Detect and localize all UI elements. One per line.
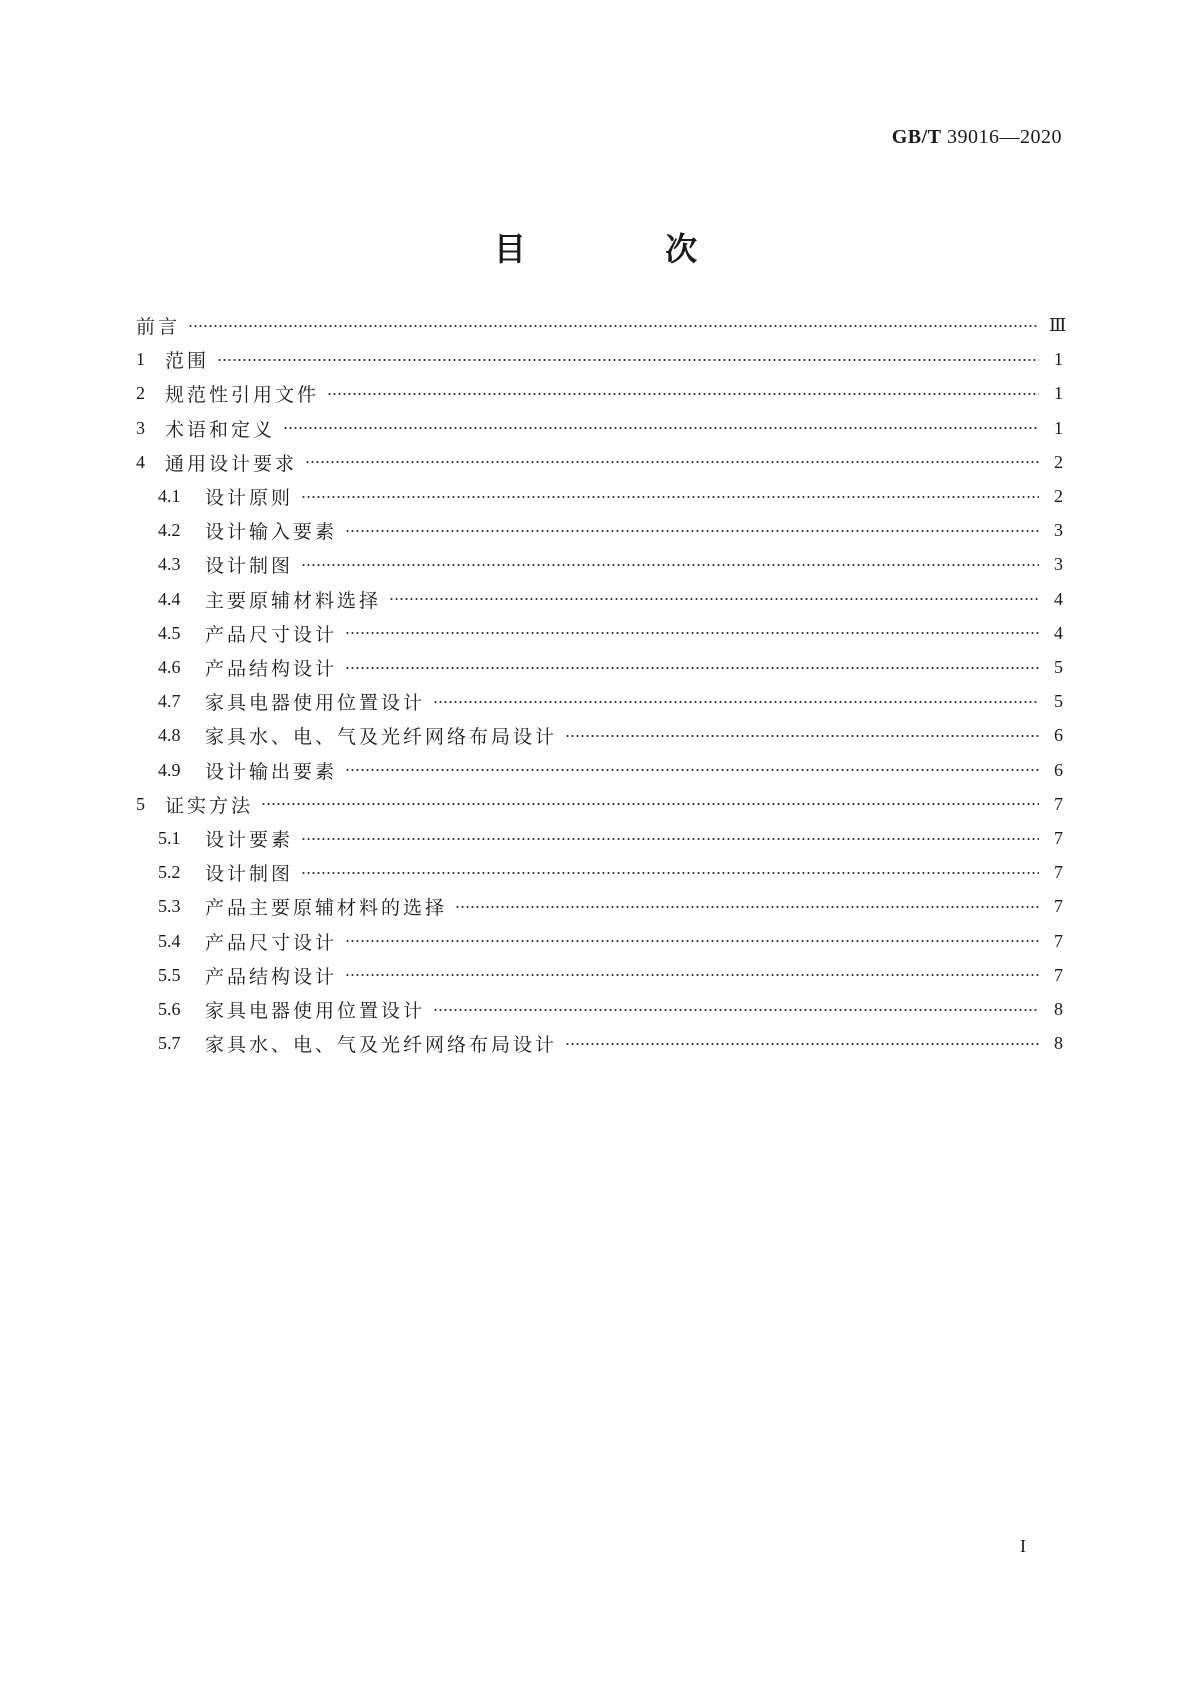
toc-entry-label: 家具水、电、气及光纤网络布局设计	[205, 1034, 558, 1057]
toc-entry-page: 2	[1054, 451, 1063, 472]
toc-entry[interactable]	[136, 786, 1063, 823]
toc-entry-label: 家具水、电、气及光纤网络布局设计	[205, 726, 558, 749]
toc-entry-label: 规范性引用文件	[165, 384, 320, 407]
toc-entry-label: 主要原辅材料选择	[205, 589, 382, 612]
toc-entry-page: 2	[1054, 486, 1063, 506]
toc-entry-page: Ⅲ	[1049, 315, 1067, 335]
toc-entry-label: 设计制图	[205, 555, 294, 578]
toc-entry-number: 1	[136, 349, 145, 370]
dot-leader	[261, 802, 1039, 806]
toc-entry[interactable]	[158, 820, 1063, 857]
dot-leader	[345, 768, 1039, 772]
toc-entry[interactable]	[158, 1025, 1063, 1062]
toc-entry-label: 产品主要原辅材料的选择	[205, 897, 448, 920]
toc-entry-page: 3	[1054, 520, 1063, 541]
toc-entry[interactable]	[158, 683, 1063, 720]
page-number: I	[1020, 1536, 1026, 1556]
dot-leader	[305, 460, 1039, 464]
toc-entry-page: 7	[1054, 793, 1063, 814]
toc-entry-number: 5	[136, 793, 145, 814]
toc-entry-number: 5.3	[158, 896, 181, 917]
toc-entry-label: 证实方法	[165, 794, 254, 817]
toc-entry-page: 7	[1054, 862, 1063, 883]
toc-entry-page: 1	[1054, 417, 1063, 438]
toc-entry-page: 7	[1054, 964, 1063, 985]
toc-entry-label: 设计要素	[205, 829, 294, 851]
toc-entry-label: 设计原则	[205, 487, 294, 509]
toc-entry-page: 3	[1054, 554, 1063, 575]
dot-leader	[345, 666, 1039, 670]
toc-entry-number: 5.1	[158, 828, 181, 848]
toc-entry-page: 1	[1054, 383, 1063, 404]
toc-entry-label: 产品结构设计	[205, 658, 338, 680]
toc-entry-page: 6	[1054, 725, 1063, 746]
toc-entry[interactable]	[136, 307, 1067, 344]
toc-entry-page: 8	[1054, 999, 1063, 1019]
toc-entry-number: 4.4	[158, 588, 181, 609]
toc-entry-page: 7	[1054, 828, 1063, 848]
toc-entry[interactable]	[136, 375, 1063, 412]
dot-leader	[433, 1008, 1039, 1012]
toc-entry[interactable]	[158, 615, 1063, 652]
toc-entry-label: 产品结构设计	[205, 965, 338, 988]
toc-entry[interactable]	[158, 957, 1063, 994]
dot-leader	[345, 529, 1039, 533]
toc-entry-number: 2	[136, 383, 145, 404]
dot-leader	[345, 939, 1039, 943]
toc-entry-label: 设计输出要素	[205, 760, 338, 783]
toc-entry[interactable]	[136, 410, 1063, 447]
dot-leader	[345, 631, 1039, 635]
toc-entry-label: 家具电器使用位置设计	[205, 692, 426, 715]
toc-entry[interactable]	[158, 854, 1063, 891]
dot-leader	[217, 358, 1039, 362]
toc-entry-label: 范围	[165, 350, 210, 373]
toc-entry-number: 5.5	[158, 964, 181, 985]
toc-entry[interactable]	[158, 717, 1063, 754]
dot-leader	[283, 426, 1039, 430]
toc-entry-label: 前言	[136, 316, 181, 338]
toc-entry[interactable]	[158, 923, 1063, 960]
toc-entry-number: 5.2	[158, 862, 181, 883]
toc-entry-page: 7	[1054, 896, 1063, 917]
toc-entry[interactable]	[158, 752, 1063, 789]
toc-entry-page: 4	[1054, 588, 1063, 609]
toc-entry[interactable]	[136, 444, 1063, 481]
dot-leader	[301, 563, 1039, 567]
toc-entry-page: 7	[1054, 930, 1063, 951]
toc-entry-page: 5	[1054, 691, 1063, 712]
dot-leader	[389, 597, 1039, 601]
toc-entry-number: 4.2	[158, 520, 181, 541]
toc-entry[interactable]	[158, 512, 1063, 549]
toc-entry-label: 家具电器使用位置设计	[205, 1000, 426, 1022]
dot-leader	[455, 905, 1039, 909]
toc-entry-number: 5.4	[158, 930, 181, 951]
toc-entry[interactable]	[158, 991, 1063, 1028]
dot-leader	[188, 324, 1039, 328]
toc-entry-number: 4	[136, 451, 145, 472]
toc-entry-label: 通用设计要求	[165, 452, 298, 475]
toc-entry-page: 8	[1054, 1033, 1063, 1054]
toc-entry[interactable]	[158, 546, 1063, 583]
toc-entry-label: 设计输入要素	[205, 521, 338, 544]
toc-entry-number: 4.1	[158, 486, 181, 506]
toc-entry-number: 4.6	[158, 657, 181, 677]
toc-entry-number: 4.8	[158, 725, 181, 746]
toc-entry-page: 4	[1054, 622, 1063, 643]
toc-entry-label: 产品尺寸设计	[205, 931, 338, 954]
dot-leader	[301, 495, 1039, 499]
dot-leader	[301, 871, 1039, 875]
toc-entry-number: 4.9	[158, 759, 181, 780]
standard-prefix: GB/T	[891, 126, 942, 148]
toc-entry-number: 4.5	[158, 622, 181, 643]
toc-entry-number: 5.7	[158, 1033, 181, 1054]
dot-leader	[433, 700, 1039, 704]
dot-leader	[301, 837, 1039, 841]
toc-entry[interactable]	[158, 478, 1063, 515]
toc-entry-number: 3	[136, 417, 145, 438]
dot-leader	[327, 392, 1039, 396]
toc-entry-page: 5	[1054, 657, 1063, 677]
standard-number: 39016—2020	[947, 126, 1062, 148]
page-title: 目 次	[493, 230, 762, 268]
toc-entry[interactable]	[158, 888, 1063, 925]
toc-entry-label: 产品尺寸设计	[205, 623, 338, 646]
toc-entry[interactable]	[136, 341, 1063, 378]
toc-entry-page: 1	[1054, 349, 1063, 370]
toc-entry-page: 6	[1054, 759, 1063, 780]
toc-entry[interactable]	[158, 649, 1063, 686]
dot-leader	[565, 1042, 1039, 1046]
dot-leader	[565, 734, 1039, 738]
toc-entry-number: 4.3	[158, 554, 181, 575]
toc-entry-label: 设计制图	[205, 863, 294, 886]
dot-leader	[345, 973, 1039, 977]
toc-entry-number: 4.7	[158, 691, 181, 712]
toc-entry-number: 5.6	[158, 999, 181, 1019]
standard-code	[892, 126, 1062, 149]
toc-entry[interactable]	[158, 581, 1063, 618]
toc-entry-label: 术语和定义	[165, 418, 276, 441]
